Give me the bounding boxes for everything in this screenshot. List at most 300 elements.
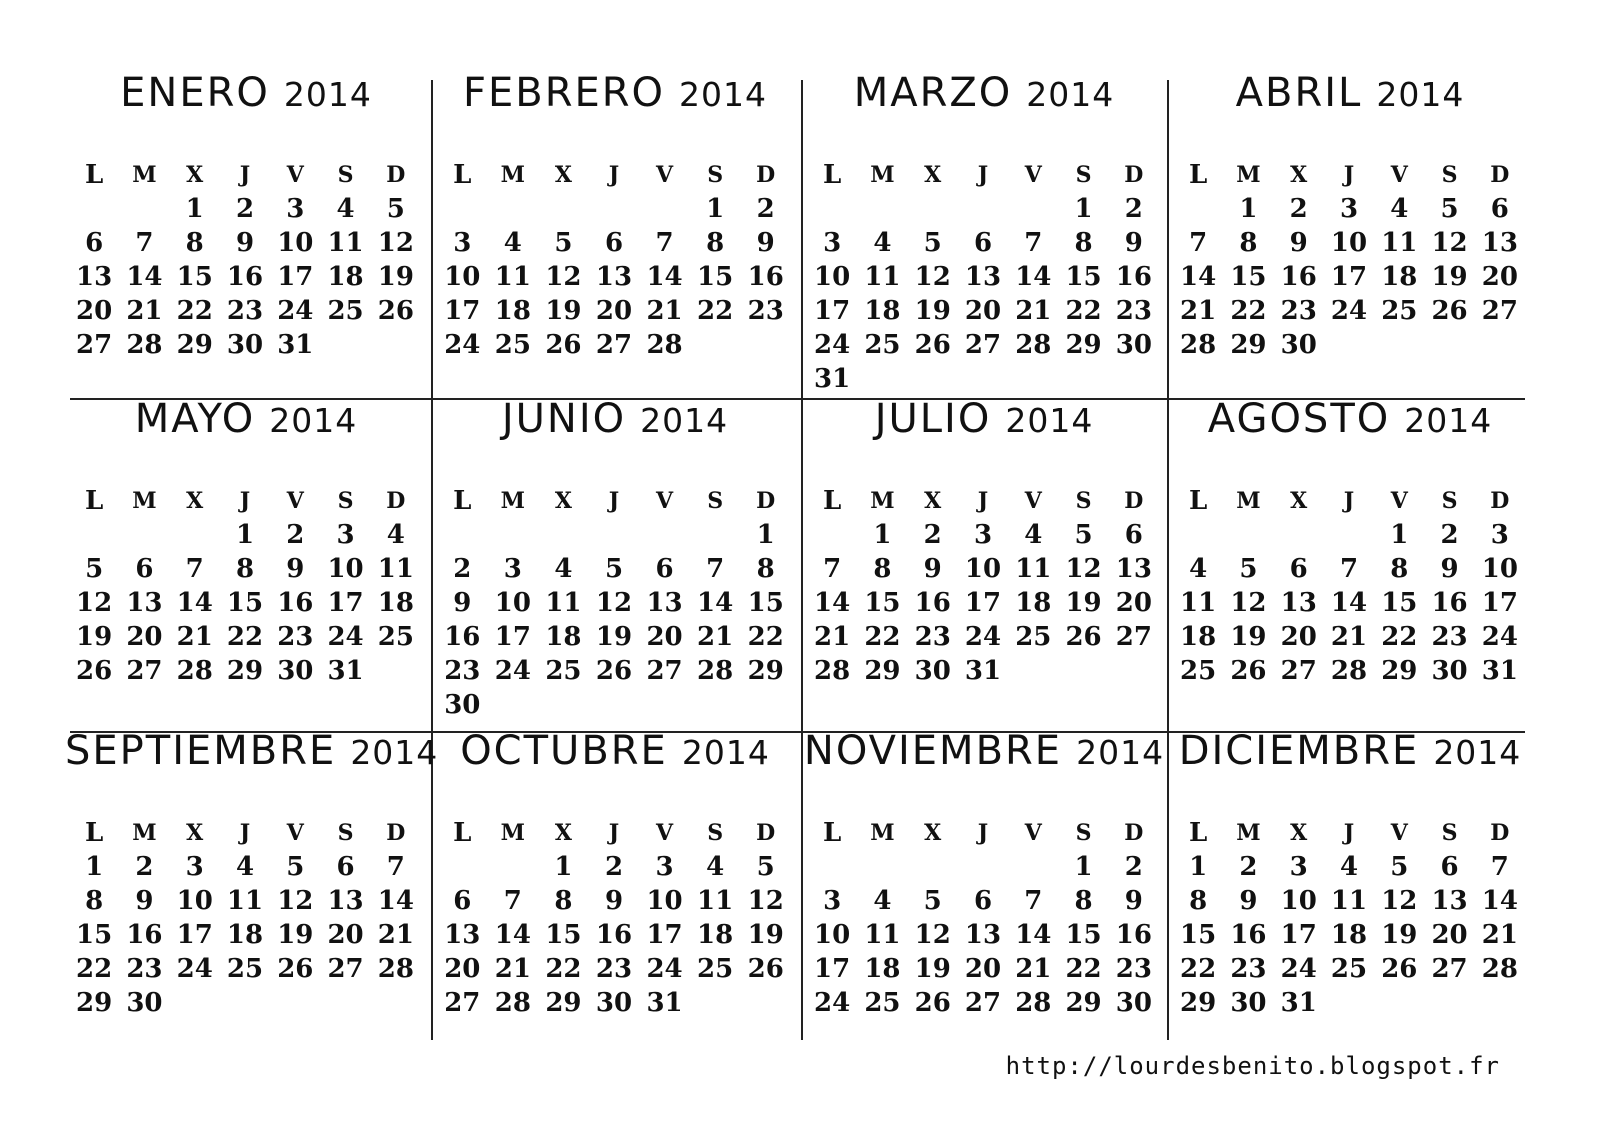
empty-day	[437, 192, 488, 226]
day-number: 4	[554, 554, 573, 584]
weekday-header: L	[823, 818, 842, 848]
month-diciembre	[1169, 728, 1531, 1048]
weekday-header: V	[1024, 162, 1042, 188]
day-number: 23	[595, 954, 633, 984]
day-number: 9	[453, 588, 472, 618]
day-number: 1	[873, 520, 892, 550]
day-number: 24	[444, 330, 481, 360]
weekday-header: X	[554, 820, 572, 846]
empty-day	[437, 518, 488, 552]
empty-day	[488, 518, 539, 552]
day-number: 3	[1490, 520, 1509, 550]
day-number: 2	[286, 520, 305, 550]
day-grid	[1173, 484, 1525, 688]
day-number: 23	[126, 954, 163, 984]
month-noviembre	[803, 728, 1165, 1048]
weekday-header: J	[1343, 488, 1355, 514]
day-number: 16	[277, 588, 314, 618]
day-number: 22	[1065, 296, 1102, 326]
day-number: 11	[1330, 886, 1368, 916]
day-number: 2	[135, 852, 154, 882]
weekday-header: M	[870, 162, 895, 188]
day-number: 13	[76, 262, 113, 292]
day-grid	[1173, 158, 1525, 362]
day-number: 27	[964, 988, 1002, 1018]
day-number: 15	[176, 262, 213, 292]
day-number: 16	[444, 622, 481, 652]
day-number: 2	[453, 554, 472, 584]
empty-day	[538, 518, 589, 552]
day-number: 18	[864, 954, 901, 984]
empty-day	[857, 192, 907, 226]
day-number: 15	[1230, 262, 1267, 292]
day-number: 17	[176, 920, 213, 950]
day-number: 13	[444, 920, 481, 950]
empty-day	[958, 192, 1008, 226]
day-number: 10	[964, 554, 1002, 584]
weekday-header: M	[870, 820, 895, 846]
day-number: 13	[1431, 886, 1468, 916]
day-number: 8	[235, 554, 255, 584]
day-number: 23	[747, 296, 784, 326]
day-number: 11	[864, 262, 901, 292]
day-number: 20	[1481, 262, 1518, 292]
day-grid	[1173, 816, 1525, 1020]
empty-day	[1008, 850, 1058, 884]
day-number: 22	[545, 954, 582, 984]
day-number: 10	[1280, 886, 1317, 916]
month-name: MARZO	[853, 70, 1013, 116]
weekday-header: D	[756, 488, 776, 514]
day-number: 26	[595, 656, 633, 686]
day-number: 24	[494, 656, 531, 686]
day-number: 16	[1115, 262, 1152, 292]
day-number: 14	[377, 886, 414, 916]
day-number: 17	[277, 262, 314, 292]
day-number: 27	[964, 330, 1002, 360]
day-number: 6	[604, 228, 624, 258]
weekday-header: S	[707, 162, 724, 188]
empty-day	[807, 850, 857, 884]
day-number: 11	[697, 886, 734, 916]
day-number: 29	[1065, 330, 1102, 360]
day-number: 4	[1390, 194, 1409, 224]
day-number: 17	[1330, 262, 1368, 292]
weekday-header: X	[554, 162, 572, 188]
weekday-header: M	[1236, 488, 1261, 514]
day-number: 31	[1280, 988, 1317, 1018]
day-number: 10	[176, 886, 213, 916]
day-number: 1	[1074, 852, 1093, 882]
day-number: 29	[1180, 988, 1217, 1018]
day-number: 4	[873, 886, 892, 916]
day-number: 26	[545, 330, 582, 360]
day-number: 18	[697, 920, 734, 950]
day-number: 5	[1239, 554, 1258, 584]
blog-url: http://lourdesbenito.blogspot.fr	[1005, 1052, 1500, 1080]
day-number: 28	[494, 988, 531, 1018]
day-number: 14	[176, 588, 213, 618]
day-number: 1	[1189, 852, 1208, 882]
weekday-header: D	[1124, 820, 1144, 846]
day-number: 2	[756, 194, 775, 224]
day-number: 24	[176, 954, 213, 984]
month-year: 2014	[640, 401, 729, 440]
day-number: 3	[1289, 852, 1308, 882]
day-number: 16	[747, 262, 784, 292]
month-title	[65, 70, 427, 116]
day-number: 21	[494, 954, 531, 984]
day-number: 19	[76, 622, 113, 652]
day-number: 26	[1065, 622, 1102, 652]
day-number: 19	[1230, 622, 1267, 652]
day-number: 9	[923, 554, 942, 584]
day-number: 28	[646, 330, 683, 360]
day-number: 22	[747, 622, 784, 652]
day-number: 25	[377, 622, 414, 652]
day-number: 15	[226, 588, 264, 618]
day-number: 25	[697, 954, 734, 984]
weekday-header: D	[386, 820, 406, 846]
weekday-header: J	[239, 162, 251, 188]
day-number: 11	[327, 228, 364, 258]
day-number: 19	[545, 296, 582, 326]
month-year: 2014	[1404, 401, 1493, 440]
month-junio	[433, 396, 797, 720]
day-number: 20	[1115, 588, 1152, 618]
day-number: 6	[135, 554, 154, 584]
day-number: 23	[226, 296, 264, 326]
empty-day	[857, 850, 907, 884]
month-name: OCTUBRE	[460, 728, 668, 774]
day-number: 12	[914, 262, 951, 292]
day-number: 15	[747, 588, 784, 618]
day-number: 5	[286, 852, 305, 882]
day-number: 2	[235, 194, 255, 224]
day-number: 19	[377, 262, 414, 292]
day-number: 24	[814, 330, 851, 360]
day-number: 1	[185, 194, 204, 224]
day-number: 13	[126, 588, 163, 618]
day-number: 30	[277, 656, 314, 686]
day-number: 28	[176, 656, 213, 686]
month-title	[433, 728, 797, 774]
day-number: 30	[1115, 988, 1152, 1018]
day-number: 18	[494, 296, 531, 326]
day-number: 23	[1431, 622, 1468, 652]
day-number: 13	[646, 588, 683, 618]
day-number: 15	[545, 920, 582, 950]
month-mayo	[65, 396, 427, 716]
day-number: 25	[1015, 622, 1052, 652]
day-number: 26	[747, 954, 784, 984]
day-number: 9	[1124, 228, 1143, 258]
day-number: 26	[914, 988, 951, 1018]
day-grid	[437, 158, 791, 362]
month-year: 2014	[1376, 75, 1465, 114]
day-grid	[807, 816, 1159, 1020]
day-number: 14	[494, 920, 531, 950]
day-number: 19	[914, 954, 951, 984]
day-number: 30	[1115, 330, 1152, 360]
day-number: 4	[1024, 520, 1043, 550]
day-grid	[69, 484, 421, 688]
weekday-header: J	[977, 820, 989, 846]
weekday-header: S	[707, 820, 724, 846]
weekday-header: J	[239, 488, 251, 514]
day-number: 18	[1015, 588, 1052, 618]
day-number: 27	[76, 330, 113, 360]
day-number: 12	[1381, 886, 1418, 916]
day-number: 4	[706, 852, 725, 882]
empty-day	[807, 518, 857, 552]
day-number: 13	[1280, 588, 1317, 618]
day-number: 15	[76, 920, 113, 950]
day-number: 6	[655, 554, 674, 584]
day-number: 10	[646, 886, 683, 916]
day-number: 21	[377, 920, 414, 950]
day-number: 18	[864, 296, 901, 326]
weekday-header: L	[85, 160, 104, 190]
day-number: 28	[126, 330, 163, 360]
day-number: 30	[126, 988, 163, 1018]
day-number: 2	[1239, 852, 1258, 882]
day-number: 2	[1124, 852, 1143, 882]
day-number: 1	[554, 852, 573, 882]
day-number: 10	[277, 228, 314, 258]
month-name: ENERO	[120, 70, 270, 116]
day-number: 23	[1280, 296, 1317, 326]
day-number: 25	[327, 296, 364, 326]
day-number: 17	[444, 296, 481, 326]
day-number: 20	[76, 296, 113, 326]
day-number: 14	[646, 262, 683, 292]
weekday-header: V	[1390, 820, 1408, 846]
day-number: 6	[1440, 852, 1459, 882]
month-name: ABRIL	[1235, 70, 1363, 116]
month-title	[803, 728, 1165, 774]
month-name: JULIO	[874, 396, 992, 442]
empty-day	[1223, 518, 1273, 552]
day-number: 14	[1481, 886, 1518, 916]
month-year: 2014	[1433, 733, 1522, 772]
day-number: 17	[327, 588, 364, 618]
day-number: 9	[1440, 554, 1459, 584]
weekday-header: J	[239, 820, 251, 846]
day-number: 6	[1124, 520, 1143, 550]
day-number: 18	[226, 920, 264, 950]
day-number: 27	[1431, 954, 1468, 984]
day-number: 21	[126, 296, 163, 326]
day-number: 3	[973, 520, 993, 550]
day-number: 7	[1490, 852, 1509, 882]
weekday-header: S	[707, 488, 724, 514]
day-number: 8	[1390, 554, 1409, 584]
weekday-header: S	[1441, 820, 1458, 846]
day-number: 23	[1115, 954, 1152, 984]
empty-day	[807, 192, 857, 226]
day-number: 12	[747, 886, 784, 916]
day-number: 24	[1280, 954, 1317, 984]
day-number: 28	[1180, 330, 1217, 360]
day-number: 1	[1390, 520, 1409, 550]
day-number: 29	[1381, 656, 1418, 686]
day-number: 25	[226, 954, 264, 984]
day-number: 27	[1481, 296, 1518, 326]
day-number: 21	[1180, 296, 1217, 326]
day-number: 11	[864, 920, 901, 950]
day-number: 20	[327, 920, 364, 950]
month-title	[433, 396, 797, 442]
weekday-header: D	[756, 820, 776, 846]
month-name: NOVIEMBRE	[803, 728, 1063, 774]
day-number: 16	[126, 920, 163, 950]
month-title	[65, 728, 439, 774]
day-number: 2	[1124, 194, 1143, 224]
day-number: 7	[185, 554, 204, 584]
month-name: SEPTIEMBRE	[65, 728, 337, 774]
empty-day	[119, 192, 169, 226]
day-number: 4	[873, 228, 892, 258]
weekday-header: J	[608, 820, 620, 846]
day-number: 21	[1015, 954, 1052, 984]
day-number: 26	[1431, 296, 1468, 326]
day-number: 12	[914, 920, 951, 950]
weekday-header: X	[924, 820, 942, 846]
day-number: 13	[964, 262, 1002, 292]
weekday-header: M	[500, 488, 526, 514]
day-number: 13	[964, 920, 1002, 950]
day-number: 11	[1381, 228, 1418, 258]
day-number: 16	[914, 588, 951, 618]
day-number: 8	[1239, 228, 1258, 258]
day-number: 27	[595, 330, 633, 360]
day-number: 4	[235, 852, 255, 882]
day-number: 24	[646, 954, 683, 984]
day-number: 16	[595, 920, 633, 950]
empty-day	[639, 518, 690, 552]
day-number: 25	[864, 330, 901, 360]
weekday-header: S	[337, 488, 354, 514]
day-number: 21	[1481, 920, 1518, 950]
day-number: 6	[453, 886, 472, 916]
month-abril	[1169, 70, 1531, 390]
day-number: 5	[85, 554, 104, 584]
day-number: 5	[923, 228, 942, 258]
day-number: 26	[76, 656, 113, 686]
day-number: 26	[377, 296, 414, 326]
weekday-header: D	[386, 488, 406, 514]
weekday-header: M	[132, 162, 157, 188]
day-number: 6	[1490, 194, 1509, 224]
day-number: 8	[706, 228, 725, 258]
day-number: 21	[176, 622, 213, 652]
day-number: 6	[336, 852, 355, 882]
day-number: 7	[503, 886, 522, 916]
day-number: 3	[823, 886, 842, 916]
day-grid	[437, 816, 791, 1020]
month-title	[803, 396, 1165, 442]
weekday-header: J	[608, 162, 620, 188]
day-number: 17	[494, 622, 531, 652]
day-number: 3	[823, 228, 842, 258]
day-number: 19	[1065, 588, 1102, 618]
weekday-header: V	[1024, 488, 1042, 514]
day-number: 28	[1015, 988, 1052, 1018]
day-number: 7	[1339, 554, 1359, 584]
day-number: 20	[126, 622, 163, 652]
day-number: 9	[286, 554, 305, 584]
day-number: 13	[595, 262, 633, 292]
day-number: 8	[1189, 886, 1208, 916]
day-number: 19	[595, 622, 633, 652]
day-number: 29	[176, 330, 213, 360]
day-number: 17	[814, 954, 851, 984]
day-number: 19	[277, 920, 314, 950]
day-number: 18	[327, 262, 364, 292]
day-number: 31	[814, 364, 851, 394]
day-number: 3	[286, 194, 305, 224]
weekday-header: X	[1290, 488, 1308, 514]
day-number: 10	[814, 920, 851, 950]
day-number: 20	[1280, 622, 1317, 652]
day-number: 15	[1065, 262, 1102, 292]
weekday-header: M	[500, 162, 526, 188]
weekday-header: M	[132, 488, 157, 514]
day-number: 9	[135, 886, 154, 916]
day-number: 23	[277, 622, 314, 652]
day-number: 8	[1074, 886, 1093, 916]
day-number: 27	[646, 656, 683, 686]
weekday-header: V	[1024, 820, 1042, 846]
day-grid	[69, 158, 421, 362]
day-number: 4	[386, 520, 405, 550]
empty-day	[119, 518, 169, 552]
weekday-header: M	[870, 488, 895, 514]
day-grid	[437, 484, 791, 722]
day-number: 1	[756, 520, 775, 550]
weekday-header: J	[1343, 820, 1355, 846]
empty-day	[908, 850, 958, 884]
month-year: 2014	[1005, 401, 1094, 440]
day-number: 4	[503, 228, 522, 258]
day-number: 10	[1481, 554, 1518, 584]
weekday-header: S	[337, 162, 354, 188]
weekday-header: J	[977, 162, 989, 188]
day-number: 14	[126, 262, 163, 292]
empty-day	[69, 192, 119, 226]
day-number: 10	[814, 262, 851, 292]
month-year: 2014	[1076, 733, 1165, 772]
day-number: 26	[1381, 954, 1418, 984]
day-number: 28	[377, 954, 414, 984]
weekday-header: S	[337, 820, 354, 846]
day-number: 20	[646, 622, 683, 652]
month-julio	[803, 396, 1165, 716]
month-name: DICIEMBRE	[1178, 728, 1420, 774]
day-number: 22	[1180, 954, 1217, 984]
day-number: 14	[1015, 920, 1052, 950]
day-number: 7	[1024, 228, 1043, 258]
day-number: 4	[1189, 554, 1208, 584]
weekday-header: J	[608, 488, 620, 514]
day-number: 15	[1180, 920, 1217, 950]
day-number: 12	[1431, 228, 1468, 258]
weekday-header: X	[1290, 162, 1308, 188]
day-number: 11	[494, 262, 531, 292]
weekday-header: V	[1390, 162, 1408, 188]
weekday-header: M	[132, 820, 157, 846]
